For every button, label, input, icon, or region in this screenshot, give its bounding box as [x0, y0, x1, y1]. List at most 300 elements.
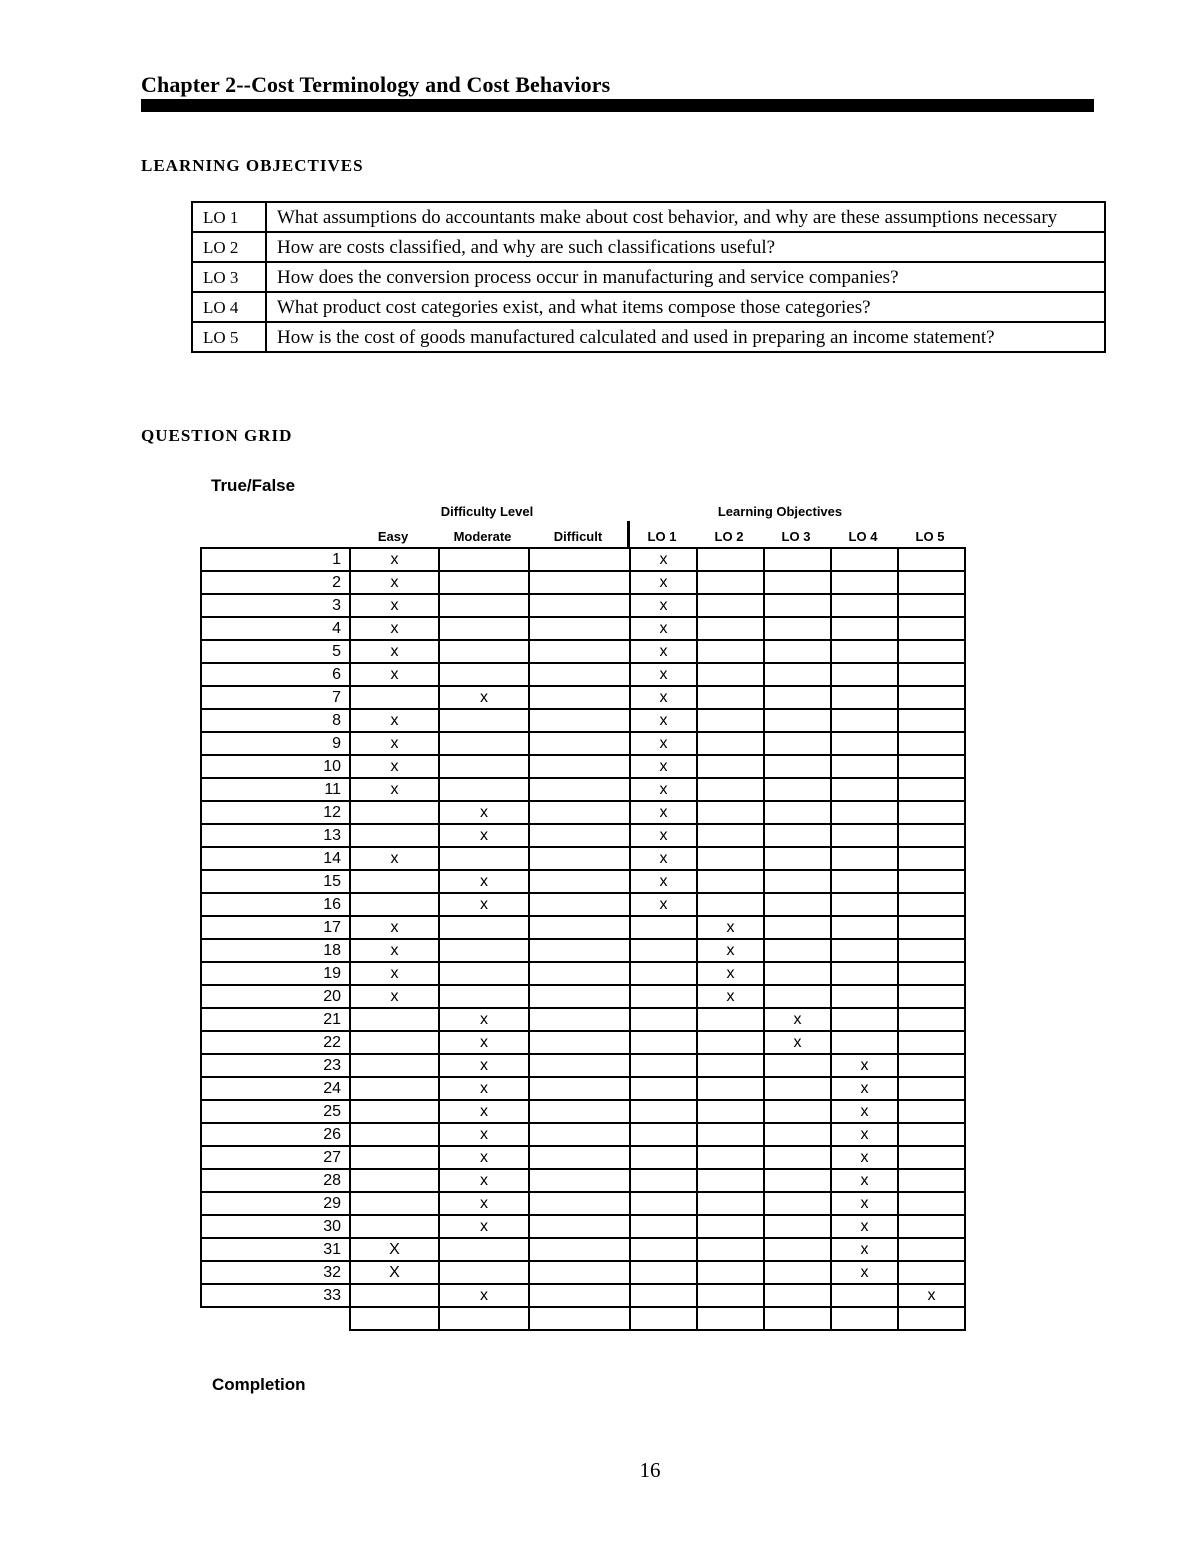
- completion-cell: [697, 1307, 764, 1330]
- grid-cell: x: [630, 824, 697, 847]
- grid-cell: [529, 1031, 630, 1054]
- grid-cell: [630, 1100, 697, 1123]
- grid-cell: x: [439, 1031, 529, 1054]
- grid-cell: [697, 1123, 764, 1146]
- grid-row: [201, 847, 965, 870]
- grid-cell: [764, 709, 831, 732]
- grid-cell: [529, 617, 630, 640]
- grid-cell: [898, 778, 965, 801]
- grid-row: [201, 1077, 965, 1100]
- grid-cell: [764, 686, 831, 709]
- grid-cell: x: [350, 617, 439, 640]
- grid-cell: [764, 1261, 831, 1284]
- grid-cell: [697, 663, 764, 686]
- grid-cell: x: [439, 801, 529, 824]
- completion-label: Completion: [212, 1375, 306, 1394]
- grid-cell: [831, 548, 898, 571]
- grid-row: [201, 893, 965, 916]
- grid-cell: [350, 801, 439, 824]
- grid-row: [201, 1146, 965, 1169]
- grid-cell: [697, 1100, 764, 1123]
- column-header-lo2: LO 2: [714, 529, 744, 544]
- grid-cell: x: [630, 640, 697, 663]
- question-number: 22: [201, 1031, 350, 1054]
- grid-cell: [831, 709, 898, 732]
- grid-cell: [764, 870, 831, 893]
- grid-cell: [831, 778, 898, 801]
- question-number: 29: [201, 1192, 350, 1215]
- question-number: 27: [201, 1146, 350, 1169]
- grid-cell: [831, 824, 898, 847]
- grid-cell: [439, 847, 529, 870]
- grid-cell: [898, 571, 965, 594]
- grid-cell: x: [350, 594, 439, 617]
- learning-objectives-heading: LEARNING OBJECTIVES: [141, 156, 364, 175]
- grid-cell: x: [439, 1192, 529, 1215]
- grid-cell: [697, 1077, 764, 1100]
- lo-code: LO 4: [192, 292, 266, 322]
- lo-row: [192, 202, 1105, 232]
- grid-cell: [529, 824, 630, 847]
- grid-cell: [898, 893, 965, 916]
- grid-cell: [898, 686, 965, 709]
- lo-row: [192, 262, 1105, 292]
- grid-cell: x: [350, 548, 439, 571]
- grid-cell: [764, 778, 831, 801]
- grid-cell: [697, 870, 764, 893]
- question-number: 17: [201, 916, 350, 939]
- grid-cell: [630, 1261, 697, 1284]
- grid-cell: [630, 1054, 697, 1077]
- grid-cell: x: [831, 1215, 898, 1238]
- lo-code: LO 3: [192, 262, 266, 292]
- grid-cell: [529, 594, 630, 617]
- question-number: 28: [201, 1169, 350, 1192]
- grid-cell: [529, 1238, 630, 1261]
- grid-cell: [350, 1077, 439, 1100]
- grid-cell: [350, 1146, 439, 1169]
- grid-cell: [350, 1123, 439, 1146]
- grid-cell: [764, 1192, 831, 1215]
- grid-row: [201, 1261, 965, 1284]
- grid-cell: x: [831, 1169, 898, 1192]
- grid-cell: [764, 939, 831, 962]
- grid-cell: [697, 548, 764, 571]
- grid-cell: [529, 571, 630, 594]
- grid-cell: [350, 1284, 439, 1307]
- lo-code: LO 5: [192, 322, 266, 352]
- grid-cell: [529, 548, 630, 571]
- true-false-title: True/False: [211, 476, 296, 495]
- grid-cell: [350, 824, 439, 847]
- grid-cell: [697, 847, 764, 870]
- question-number: 18: [201, 939, 350, 962]
- grid-cell: x: [439, 686, 529, 709]
- grid-cell: [697, 571, 764, 594]
- grid-cell: [831, 686, 898, 709]
- grid-row: [201, 617, 965, 640]
- grid-cell: [898, 548, 965, 571]
- grid-cell: [529, 870, 630, 893]
- grid-cell: [439, 732, 529, 755]
- grid-row: [201, 640, 965, 663]
- grid-cell: [697, 640, 764, 663]
- grid-cell: [439, 778, 529, 801]
- grid-cell: [697, 1054, 764, 1077]
- question-number: 33: [201, 1284, 350, 1307]
- grid-cell: [831, 571, 898, 594]
- grid-cell: [630, 1215, 697, 1238]
- grid-row: [201, 686, 965, 709]
- question-number: 20: [201, 985, 350, 1008]
- grid-cell: [439, 663, 529, 686]
- grid-cell: x: [630, 548, 697, 571]
- lo-text: How are costs classified, and why are such classifications useful?: [266, 232, 1105, 262]
- grid-cell: [350, 870, 439, 893]
- grid-cell: x: [630, 617, 697, 640]
- grid-cell: [439, 594, 529, 617]
- question-number: 14: [201, 847, 350, 870]
- grid-cell: X: [350, 1261, 439, 1284]
- grid-cell: x: [630, 870, 697, 893]
- grid-cell: x: [630, 732, 697, 755]
- grid-cell: [764, 663, 831, 686]
- grid-cell: [898, 663, 965, 686]
- grid-cell: [439, 755, 529, 778]
- grid-row: [201, 1284, 965, 1307]
- grid-row: [201, 1054, 965, 1077]
- grid-row: [201, 571, 965, 594]
- question-number: 31: [201, 1238, 350, 1261]
- completion-cell: [898, 1307, 965, 1330]
- grid-cell: [764, 640, 831, 663]
- grid-row: [201, 732, 965, 755]
- completion-cell: [529, 1307, 630, 1330]
- grid-cell: [898, 1238, 965, 1261]
- grid-cell: [697, 778, 764, 801]
- grid-cell: x: [630, 778, 697, 801]
- grid-cell: [898, 594, 965, 617]
- grid-cell: [764, 1077, 831, 1100]
- grid-cell: x: [630, 847, 697, 870]
- grid-cell: [764, 916, 831, 939]
- question-number: 1: [201, 548, 350, 571]
- grid-cell: [697, 1261, 764, 1284]
- grid-cell: x: [630, 709, 697, 732]
- grid-row: [201, 663, 965, 686]
- grid-cell: [439, 916, 529, 939]
- grid-cell: [764, 1054, 831, 1077]
- grid-cell: [439, 985, 529, 1008]
- grid-cell: [898, 1261, 965, 1284]
- grid-cell: [831, 663, 898, 686]
- grid-cell: [898, 640, 965, 663]
- grid-cell: x: [831, 1146, 898, 1169]
- grid-cell: [350, 1031, 439, 1054]
- grid-cell: [529, 1123, 630, 1146]
- grid-cell: x: [350, 985, 439, 1008]
- grid-cell: [529, 1261, 630, 1284]
- difficulty-level-group-label: Difficulty Level: [440, 504, 534, 519]
- grid-cell: [529, 847, 630, 870]
- grid-cell: [350, 1192, 439, 1215]
- column-header-difficult: Difficult: [553, 529, 603, 544]
- grid-row: [201, 1215, 965, 1238]
- grid-cell: [697, 1284, 764, 1307]
- grid-cell: [764, 755, 831, 778]
- grid-cell: [697, 1215, 764, 1238]
- grid-cell: [630, 1123, 697, 1146]
- grid-cell: x: [831, 1054, 898, 1077]
- grid-cell: [439, 548, 529, 571]
- grid-cell: x: [439, 1215, 529, 1238]
- grid-cell: [529, 755, 630, 778]
- grid-cell: x: [439, 824, 529, 847]
- grid-cell: x: [350, 916, 439, 939]
- grid-cell: [898, 824, 965, 847]
- completion-cell: [630, 1307, 697, 1330]
- grid-cell: [831, 939, 898, 962]
- grid-cell: [529, 663, 630, 686]
- grid-row: [201, 755, 965, 778]
- grid-cell: [529, 778, 630, 801]
- grid-cell: x: [439, 1100, 529, 1123]
- grid-cell: [831, 1008, 898, 1031]
- grid-cell: [630, 1077, 697, 1100]
- grid-cell: x: [439, 1169, 529, 1192]
- grid-cell: [898, 1100, 965, 1123]
- grid-cell: x: [350, 755, 439, 778]
- grid-cell: [898, 1123, 965, 1146]
- question-number: 11: [201, 778, 350, 801]
- grid-cell: [764, 1146, 831, 1169]
- grid-cell: [630, 962, 697, 985]
- question-number: 23: [201, 1054, 350, 1077]
- question-grid-table: [200, 547, 966, 1331]
- grid-cell: [764, 847, 831, 870]
- grid-cell: [898, 1146, 965, 1169]
- grid-cell: x: [630, 801, 697, 824]
- grid-cell: [350, 1215, 439, 1238]
- grid-cell: [831, 755, 898, 778]
- grid-row: [201, 985, 965, 1008]
- grid-cell: [898, 985, 965, 1008]
- grid-cell: x: [831, 1123, 898, 1146]
- grid-cell: [831, 594, 898, 617]
- column-header-lo5: LO 5: [915, 529, 945, 544]
- grid-cell: [764, 617, 831, 640]
- grid-cell: [831, 1284, 898, 1307]
- question-number: 10: [201, 755, 350, 778]
- grid-cell: x: [831, 1238, 898, 1261]
- grid-cell: [831, 916, 898, 939]
- grid-cell: [439, 1261, 529, 1284]
- grid-cell: x: [439, 1008, 529, 1031]
- grid-cell: x: [350, 640, 439, 663]
- grid-cell: [529, 640, 630, 663]
- lo-row: [192, 322, 1105, 352]
- grid-cell: x: [439, 893, 529, 916]
- grid-cell: [764, 571, 831, 594]
- lo-text: What assumptions do accountants make about cost behavior, and why are these assumptions necessary: [266, 202, 1105, 232]
- grid-cell: [350, 1169, 439, 1192]
- grid-cell: [898, 1054, 965, 1077]
- lo-text: How is the cost of goods manufactured calculated and used in preparing an income statement?: [266, 322, 1105, 352]
- grid-cell: [529, 1146, 630, 1169]
- grid-cell: [764, 594, 831, 617]
- question-number: 9: [201, 732, 350, 755]
- grid-cell: [529, 686, 630, 709]
- grid-cell: [630, 939, 697, 962]
- grid-row: [201, 778, 965, 801]
- grid-cell: [529, 1077, 630, 1100]
- grid-cell: x: [439, 870, 529, 893]
- grid-cell: [764, 1215, 831, 1238]
- grid-cell: [529, 962, 630, 985]
- question-number: 2: [201, 571, 350, 594]
- grid-cell: [630, 1146, 697, 1169]
- grid-cell: [764, 1123, 831, 1146]
- grid-cell: X: [350, 1238, 439, 1261]
- lo-code: LO 2: [192, 232, 266, 262]
- grid-cell: [529, 985, 630, 1008]
- grid-cell: [831, 640, 898, 663]
- grid-cell: [529, 939, 630, 962]
- grid-cell: [831, 617, 898, 640]
- grid-cell: [439, 939, 529, 962]
- grid-cell: x: [350, 571, 439, 594]
- grid-cell: [764, 1100, 831, 1123]
- grid-cell: [529, 1215, 630, 1238]
- lo-text: What product cost categories exist, and what items compose those categories?: [266, 292, 1105, 322]
- completion-cell: [831, 1307, 898, 1330]
- grid-cell: [529, 709, 630, 732]
- grid-cell: [764, 801, 831, 824]
- grid-cell: x: [831, 1100, 898, 1123]
- learning-objectives-table: [191, 201, 1106, 353]
- grid-cell: [898, 1169, 965, 1192]
- grid-cell: [898, 847, 965, 870]
- grid-row: [201, 801, 965, 824]
- grid-cell: [529, 1284, 630, 1307]
- lo-row: [192, 292, 1105, 322]
- question-number: 15: [201, 870, 350, 893]
- grid-cell: [439, 571, 529, 594]
- completion-label-cell: [201, 1307, 350, 1330]
- grid-cell: x: [630, 571, 697, 594]
- grid-cell: [764, 1238, 831, 1261]
- grid-row: [201, 870, 965, 893]
- grid-cell: x: [630, 594, 697, 617]
- grid-cell: [697, 801, 764, 824]
- grid-cell: [831, 847, 898, 870]
- grid-cell: [898, 1031, 965, 1054]
- grid-cell: x: [898, 1284, 965, 1307]
- grid-cell: [764, 893, 831, 916]
- grid-cell: [831, 870, 898, 893]
- question-number: 5: [201, 640, 350, 663]
- grid-cell: [831, 893, 898, 916]
- question-grid-heading: QUESTION GRID: [141, 426, 293, 445]
- grid-cell: [630, 1238, 697, 1261]
- grid-cell: [764, 1284, 831, 1307]
- grid-cell: [764, 548, 831, 571]
- grid-cell: [529, 801, 630, 824]
- grid-row: [201, 1238, 965, 1261]
- grid-cell: x: [697, 916, 764, 939]
- grid-cell: x: [350, 962, 439, 985]
- grid-cell: [697, 732, 764, 755]
- question-number: 32: [201, 1261, 350, 1284]
- question-number: 4: [201, 617, 350, 640]
- grid-cell: [898, 732, 965, 755]
- grid-cell: x: [831, 1077, 898, 1100]
- grid-row: [201, 1100, 965, 1123]
- grid-row: [201, 939, 965, 962]
- grid-cell: x: [630, 686, 697, 709]
- grid-cell: [898, 1192, 965, 1215]
- question-number: 6: [201, 663, 350, 686]
- grid-cell: x: [630, 663, 697, 686]
- grid-cell: x: [630, 893, 697, 916]
- grid-cell: x: [831, 1261, 898, 1284]
- grid-cell: [529, 916, 630, 939]
- question-number: 8: [201, 709, 350, 732]
- grid-cell: [697, 824, 764, 847]
- grid-cell: x: [350, 778, 439, 801]
- grid-cell: [697, 893, 764, 916]
- grid-cell: [630, 1169, 697, 1192]
- grid-cell: [697, 1031, 764, 1054]
- grid-cell: [898, 1077, 965, 1100]
- grid-cell: [350, 1008, 439, 1031]
- grid-cell: [697, 1192, 764, 1215]
- question-number: 19: [201, 962, 350, 985]
- column-header-lo1: LO 1: [647, 529, 677, 544]
- grid-cell: [764, 824, 831, 847]
- completion-cell: [439, 1307, 529, 1330]
- grid-cell: [764, 985, 831, 1008]
- grid-cell: [529, 1192, 630, 1215]
- grid-cell: [697, 617, 764, 640]
- grid-cell: [898, 870, 965, 893]
- grid-cell: [898, 755, 965, 778]
- grid-cell: [697, 1169, 764, 1192]
- grid-cell: [898, 617, 965, 640]
- question-number: 3: [201, 594, 350, 617]
- grid-cell: [831, 801, 898, 824]
- grid-cell: [630, 1031, 697, 1054]
- grid-row: [201, 1008, 965, 1031]
- question-number: 12: [201, 801, 350, 824]
- grid-cell: x: [350, 709, 439, 732]
- question-number: 7: [201, 686, 350, 709]
- grid-row: [201, 1192, 965, 1215]
- grid-cell: [697, 755, 764, 778]
- grid-cell: x: [630, 755, 697, 778]
- grid-row: [201, 916, 965, 939]
- grid-cell: [529, 1100, 630, 1123]
- grid-cell: [898, 962, 965, 985]
- grid-cell: [439, 1238, 529, 1261]
- chapter-title: Chapter 2--Cost Terminology and Cost Behaviors: [141, 72, 611, 97]
- grid-row: [201, 962, 965, 985]
- grid-cell: [764, 1169, 831, 1192]
- grid-cell: [697, 1008, 764, 1031]
- completion-cell: [350, 1307, 439, 1330]
- grid-cell: [697, 1238, 764, 1261]
- grid-cell: [529, 1169, 630, 1192]
